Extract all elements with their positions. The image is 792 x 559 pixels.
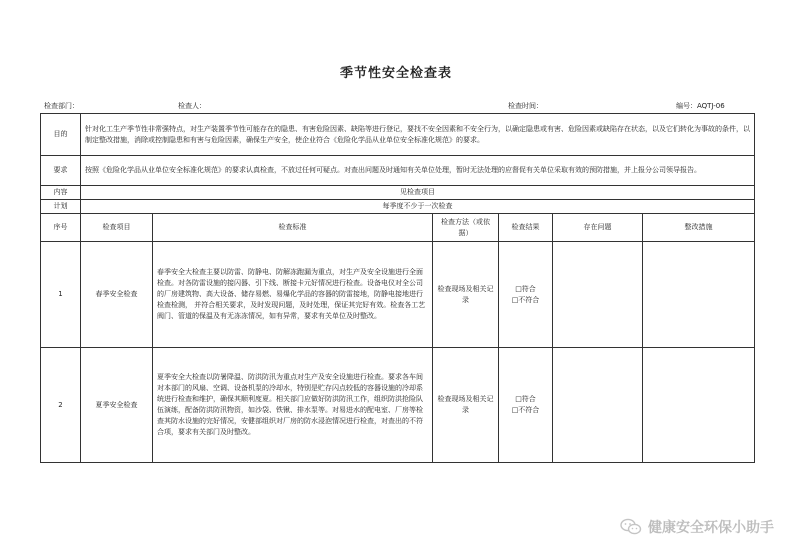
header-action: 整改措施 [643, 214, 755, 242]
row-item: 夏季安全检查 [81, 348, 153, 463]
row-action [643, 348, 755, 463]
department-label: 检查部门： [44, 102, 79, 110]
table-row [41, 348, 755, 463]
header-method: 检查方法（或依据） [433, 214, 499, 242]
header-row [41, 214, 755, 242]
result-conform-option: □符合 [515, 284, 536, 293]
wechat-icon [620, 518, 642, 536]
inspector-label: 检查人： [178, 102, 206, 110]
result-nonconform-option: □不符合 [511, 295, 540, 304]
plan-label: 计划 [41, 200, 81, 214]
requirement-text: 按照《危险化学品从业单位安全标准化规范》的要求认真检查，不放过任何可疑点。对查出问题及时通知有关单位处理，暂时无法处理的应督促有关单位采取有效的预防措施，并上报分公司领导报告。 [81, 156, 755, 186]
requirement-label: 要求 [41, 156, 81, 186]
header-standard: 检查标准 [153, 214, 433, 242]
row-standard: 夏季安全大检查以防暑降温、防洪防汛为重点对生产及安全设施进行检查。要求各车间对本部门的风扇、空调、设备机泵的冷却水，特别是贮存闪点较低的容器设施的冷却系统进行检查和维护，确保其顺利度夏。相关部门应做好防洪防汛工作，组织防洪抢险队伍演练，配备防洪防汛物资，如沙袋、铁锹、排水泵等。对易进水的配电室、厂房等检查其防水设施的完好情况，安健部组织对厂房的防水浸泡情况进行检查，对查出的不符合项，要求有关部门及时整改。 [153, 348, 433, 463]
row-result [499, 348, 553, 463]
watermark [620, 516, 774, 538]
content-value: 见检查项目 [81, 186, 755, 200]
plan-row [41, 200, 755, 214]
row-no: 1 [41, 242, 81, 348]
result-conform-option: □符合 [515, 395, 536, 403]
page-title: 季节性安全检查表 [339, 66, 452, 81]
row-method: 检查现场及相关记录 [433, 242, 499, 348]
row-standard: 春季安全大检查主要以防雷、防静电、防解冻跑漏为重点，对生产及安全设施进行全面检查。对各防雷设施的接闪器、引下线、断接卡元好情况进行检查。设备电仪对全公司的厂房建筑物、高大设备、储存易燃、易爆化学品的容器的防雷接地，防静电接地进行检查检测， 并符合相关要求，及时发现问题，及时处理，保证其完好有效。检查各工艺阀门、管道的保温及有无冻冻情况，如有异常，要求有关单位及时整改。 [153, 242, 433, 348]
row-action [643, 242, 755, 348]
requirement-row [41, 156, 755, 186]
plan-value: 每季度不少于一次检查 [81, 200, 755, 214]
document-code: 编号：AQTJ-06 [676, 102, 725, 110]
inspection-table [40, 113, 755, 463]
header-no: 序号 [41, 214, 81, 242]
table-row [41, 242, 755, 348]
row-problem [553, 348, 643, 463]
inspection-time-label: 检查时间： [508, 102, 543, 110]
row-item: 春季安全检查 [81, 242, 153, 348]
result-nonconform-option: □不符合 [511, 406, 540, 414]
header-problem: 存在问题 [553, 214, 643, 242]
purpose-text: 针对化工生产季节性非常强特点，对生产装置季节性可能存在的隐患、有害危险因素、缺陷等进行登记，要找不安全因素和不安全行为，以确定隐患或有害、危险因素或缺陷存在状态，以及它们转化为事故的条件，以制定整改措施，消除或控制隐患和有害与危险因素，确保生产安全，使企业符合《危险化学品从业单位安全标准化规范》的要求。 [81, 114, 755, 156]
header-result: 检查结果 [499, 214, 553, 242]
row-no: 2 [41, 348, 81, 463]
purpose-label: 目的 [41, 114, 81, 156]
watermark-text: 健康安全环保小助手 [648, 520, 774, 536]
row-result [499, 242, 553, 348]
row-method: 检查现场及相关记录 [433, 348, 499, 463]
content-label: 内容 [41, 186, 81, 200]
header-item: 检查项目 [81, 214, 153, 242]
purpose-row [41, 114, 755, 156]
content-row [41, 186, 755, 200]
row-problem [553, 242, 643, 348]
